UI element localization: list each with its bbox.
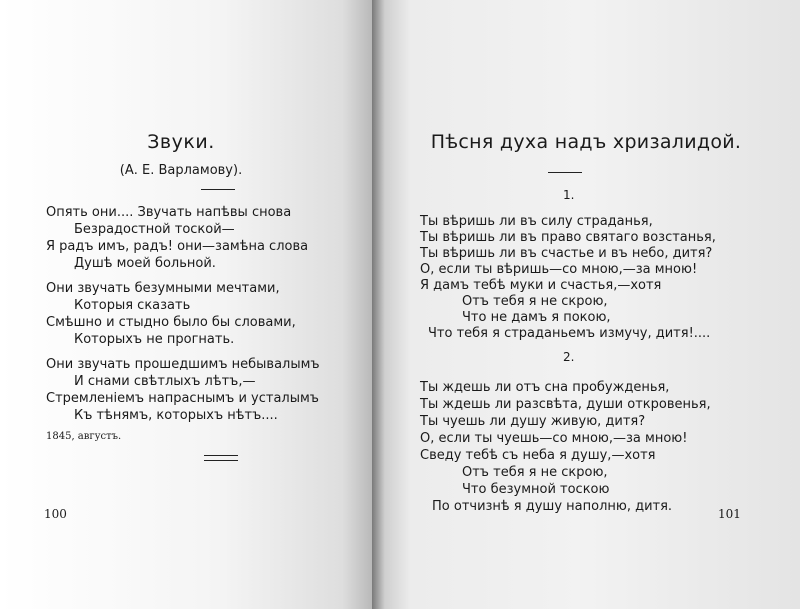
poem-line: Которыхъ не прогнать.: [74, 332, 235, 347]
poem-line: Безрадостной тоской—: [74, 222, 235, 237]
poem-line: Я дамъ тебѣ муки и счастья,—хотя: [420, 278, 662, 293]
poem-line: И снами свѣтлыхъ лѣтъ,—: [74, 374, 256, 389]
poem-line: Стремленiемъ напраснымъ и усталымъ: [46, 391, 319, 406]
poem-date: 1845, августъ.: [46, 431, 122, 442]
page-number-right: 101: [718, 507, 741, 521]
poem-line: Я радъ имъ, радъ! они—замѣна слова: [46, 239, 309, 254]
poem-line: Ты ждешь ли отъ сна пробужденья,: [420, 380, 670, 395]
section-number-2: 2.: [563, 350, 575, 364]
poem-line: Душѣ моей больной.: [74, 256, 216, 271]
poem-line: Ты ждешь ли разсвѣта, души откровенья,: [420, 397, 711, 412]
poem-dedication: (А. Е. Варламову).: [119, 163, 243, 178]
poem-line: Что тебя я страданьемъ измучу, дитя!....: [428, 326, 711, 341]
end-rule-top: [204, 455, 238, 456]
poem-line: Смѣшно и стыдно было бы словами,: [46, 315, 296, 330]
end-rule-bottom: [204, 460, 238, 461]
poem-line: О, если ты чуешь—со мною,—за мною!: [420, 431, 688, 446]
poem-line: Отъ тебя я не скрою,: [462, 294, 608, 309]
poem-line: Отъ тебя я не скрою,: [462, 465, 608, 480]
title-rule-right: [548, 172, 582, 173]
poem-line: Они звучать безумными мечтами,: [46, 281, 280, 296]
poem-line: Которыя сказать: [74, 298, 191, 313]
right-page: [372, 0, 800, 609]
poem-line: Что не дамъ я покою,: [462, 310, 611, 325]
poem-title-right: Пѣсня духа надъ хризалидой.: [430, 131, 742, 153]
page-number-left: 100: [44, 507, 67, 521]
poem-title-left: Звуки.: [147, 131, 215, 153]
poem-line: Сведу тебѣ съ неба я душу,—хотя: [420, 448, 656, 463]
left-page: [0, 0, 372, 609]
poem-line: Ты чуешь ли душу живую, дитя?: [420, 414, 646, 429]
poem-line: О, если ты вѣришь—со мною,—за мною!: [420, 262, 698, 277]
section-number-1: 1.: [563, 188, 575, 202]
poem-line: Къ тѣнямъ, которыхъ нѣтъ....: [74, 408, 278, 423]
poem-line: Они звучать прошедшимъ небывалымъ: [46, 357, 320, 372]
poem-line: Ты вѣришь ли въ силу страданья,: [420, 214, 653, 229]
title-rule-left: [201, 189, 235, 190]
poem-line: Ты вѣришь ли въ право святаго возстанья,: [420, 230, 716, 245]
poem-line: Опять они.... Звучать напѣвы снова: [46, 205, 292, 220]
poem-line: Что безумной тоскою: [462, 482, 610, 497]
poem-line: Ты вѣришь ли въ счастье и въ небо, дитя?: [420, 246, 713, 261]
poem-line: По отчизнѣ я душу наполню, дитя.: [432, 499, 673, 514]
